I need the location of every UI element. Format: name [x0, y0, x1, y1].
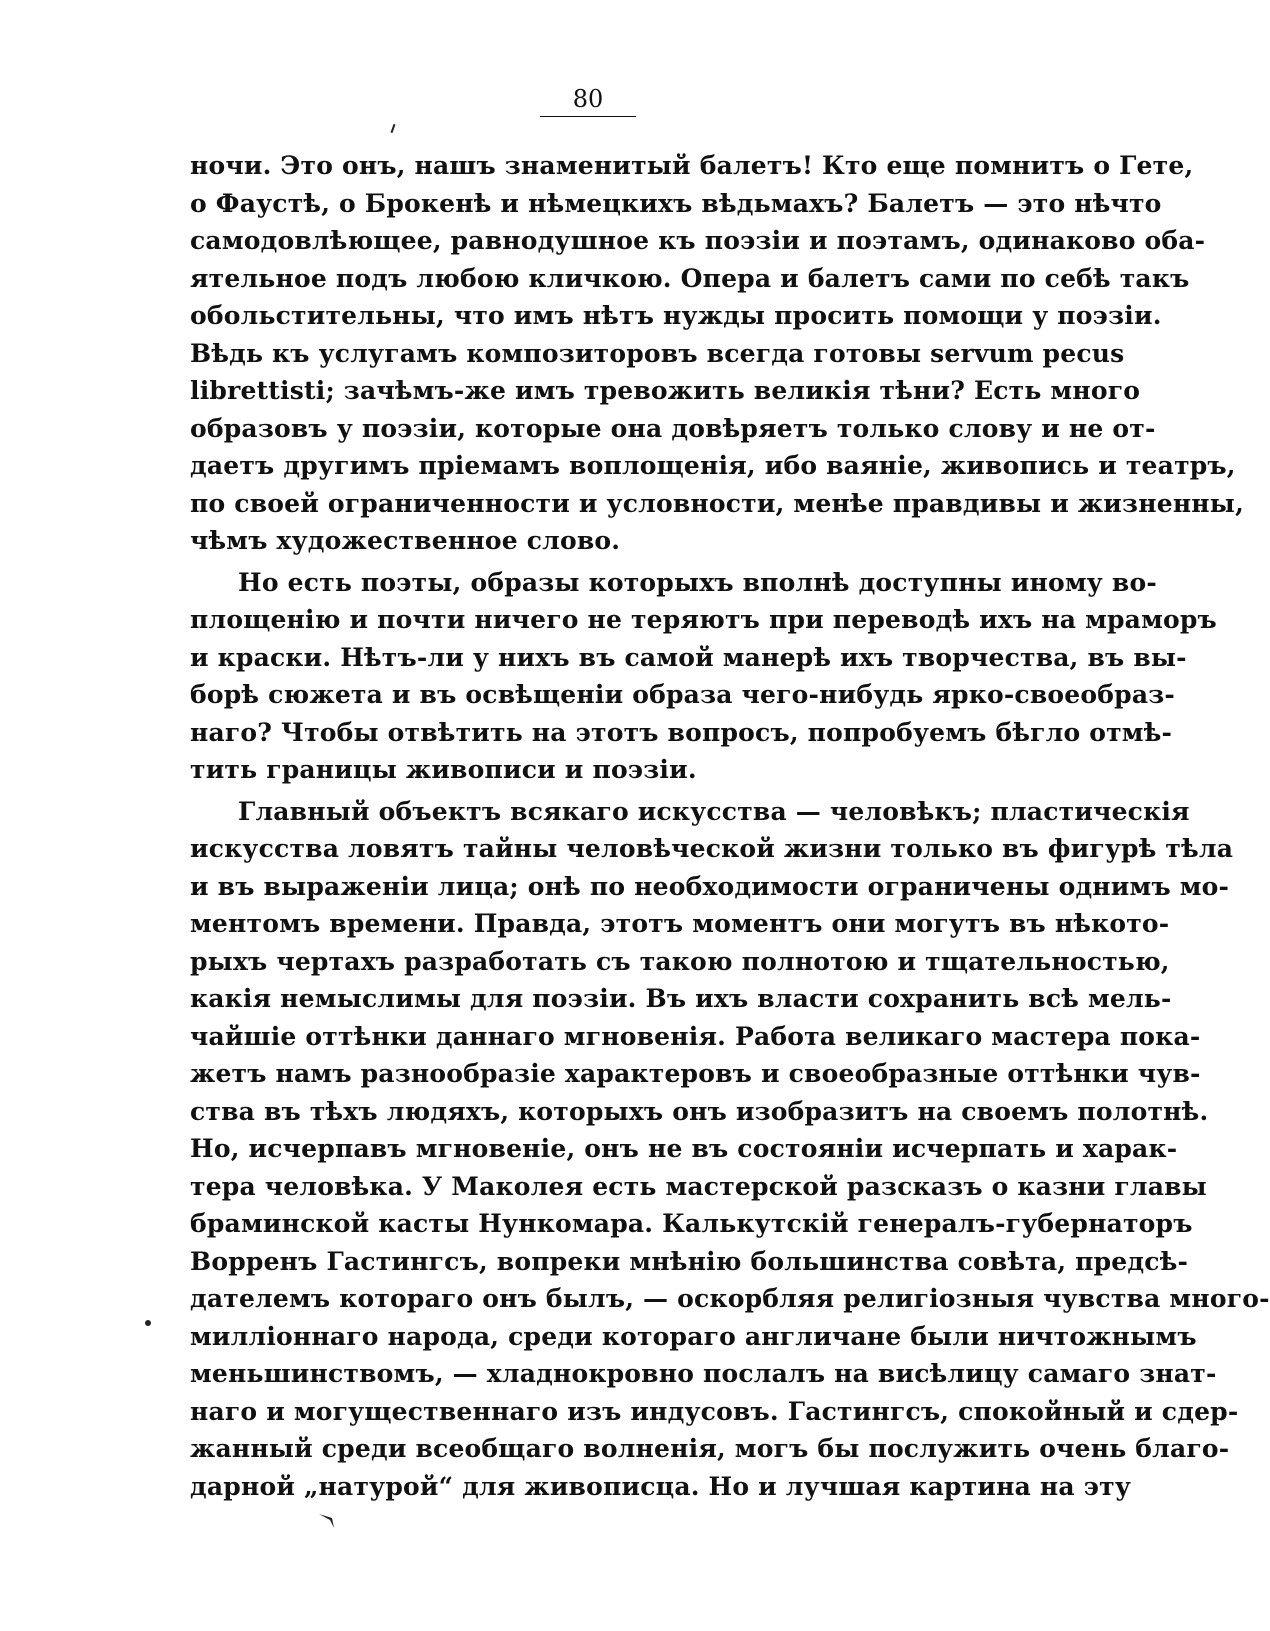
- text-line: Главный объектъ всякаго искусства — человѣкъ; пластическія: [238, 796, 1190, 826]
- text-line: чайшіе оттѣнки даннаго мгновенія. Работа великаго мастера пока-: [190, 1021, 1201, 1051]
- text-line: тить границы живописи и поэзіи.: [190, 755, 697, 784]
- text-line: и въ выраженіи лица; онѣ по необходимости ограничены однимъ мо-: [190, 871, 1230, 901]
- page-number: 80: [540, 84, 636, 117]
- text-line: милліоннаго народа, среди котораго англичане были ничтожнымъ: [190, 1321, 1197, 1351]
- text-line: жетъ намъ разнообразіе характеровъ и своеобразные оттѣнки чув-: [190, 1059, 1201, 1088]
- text-line: ятельное подъ любою кличкою. Опера и балетъ сами по себѣ такъ: [190, 263, 1190, 293]
- text-line: и краски. Нѣтъ-ли у нихъ въ самой манерѣ ихъ творчества, въ вы-: [190, 642, 1187, 672]
- text-line: образовъ у поэзіи, которые она довѣряетъ только слову и не от-: [190, 413, 1156, 443]
- text-line: ства въ тѣхъ людяхъ, которыхъ онъ изобразитъ на своемъ полотнѣ.: [190, 1096, 1209, 1126]
- text-line: наго? Чтобы отвѣтить на этотъ вопросъ, попробуемъ бѣгло отмѣ-: [190, 717, 1173, 747]
- text-line: наго и могущественнаго изъ индусовъ. Гастингсъ, спокойный и сдер-: [190, 1396, 1239, 1426]
- text-line: меньшинствомъ, — хладнокровно послалъ на висѣлицу самаго знат-: [190, 1359, 1217, 1388]
- text-line: Но есть поэты, образы которыхъ вполнѣ доступны иному во-: [238, 567, 1157, 597]
- text-line: Но, исчерпавъ мгновеніе, онъ не въ состояніи исчерпать и харак-: [190, 1134, 1178, 1163]
- text-line: борѣ сюжета и въ освѣщеніи образа чего-нибудь ярко-своеобраз-: [190, 680, 1175, 709]
- text-line: браминской касты Нункомара. Калькутскій генералъ-губернаторъ: [190, 1209, 1193, 1238]
- text-line: тера человѣка. У Маколея есть мастерской разсказъ о казни главы: [190, 1171, 1207, 1201]
- text-line: жанный среди всеобщаго волненія, могъ бы послужить очень благо-: [190, 1434, 1230, 1463]
- text-line: даетъ другимъ пріемамъ воплощенія, ибо ваяніе, живопись и театръ,: [190, 451, 1236, 480]
- text-line: Вѣдь къ услугамъ композиторовъ всегда готовы servum pecus: [190, 338, 1125, 368]
- text-line: рыхъ чертахъ разработать съ такою полнотою и тщательностью,: [190, 946, 1170, 976]
- text-line: дарной „натурой“ для живописца. Но и лучшая картина на эту: [190, 1471, 1132, 1501]
- text-line: librettisti; зачѣмъ-же имъ тревожить великія тѣни? Есть много: [190, 376, 1141, 405]
- text-line: Ворренъ Гастингсъ, вопреки мнѣнію большинства совѣта, предсѣ-: [190, 1246, 1189, 1276]
- text-line: площенію и почти ничего не теряютъ при переводѣ ихъ на мраморъ: [190, 605, 1217, 634]
- text-line: ночи. Это онъ, нашъ знаменитый балетъ! Кто еще помнитъ о Гете,: [190, 151, 1194, 180]
- text-line: самодовлѣющее, равнодушное къ поэзіи и поэтамъ, одинаково оба-: [190, 226, 1206, 255]
- text-line: о Фаустѣ, о Брокенѣ и нѣмецкихъ вѣдьмахъ? Балетъ — это нѣчто: [190, 188, 1162, 218]
- text-line: дателемъ котораго онъ былъ, — оскорбляя религіозныя чувства много-: [190, 1284, 1270, 1313]
- text-line: какія немыслимы для поэзіи. Въ ихъ власти сохранить всѣ мель-: [190, 984, 1172, 1013]
- text-line: чѣмъ художественное слово.: [190, 526, 621, 555]
- stray-ink-mark: [318, 1512, 340, 1530]
- stray-ink-mark: [391, 124, 396, 133]
- text-line: искусства ловятъ тайны человѣческой жизни только въ фигурѣ тѣла: [190, 834, 1234, 863]
- text-line: ментомъ времени. Правда, этотъ моментъ они могутъ въ нѣкото-: [190, 909, 1170, 938]
- body-text: [190, 147, 1270, 1505]
- text-line: обольстительны, что имъ нѣтъ нужды просить помощи у поэзіи.: [190, 301, 1162, 330]
- text-line: по своей ограниченности и условности, менѣе правдивы и жизненны,: [190, 488, 1244, 518]
- margin-ink-dot: [145, 1320, 151, 1326]
